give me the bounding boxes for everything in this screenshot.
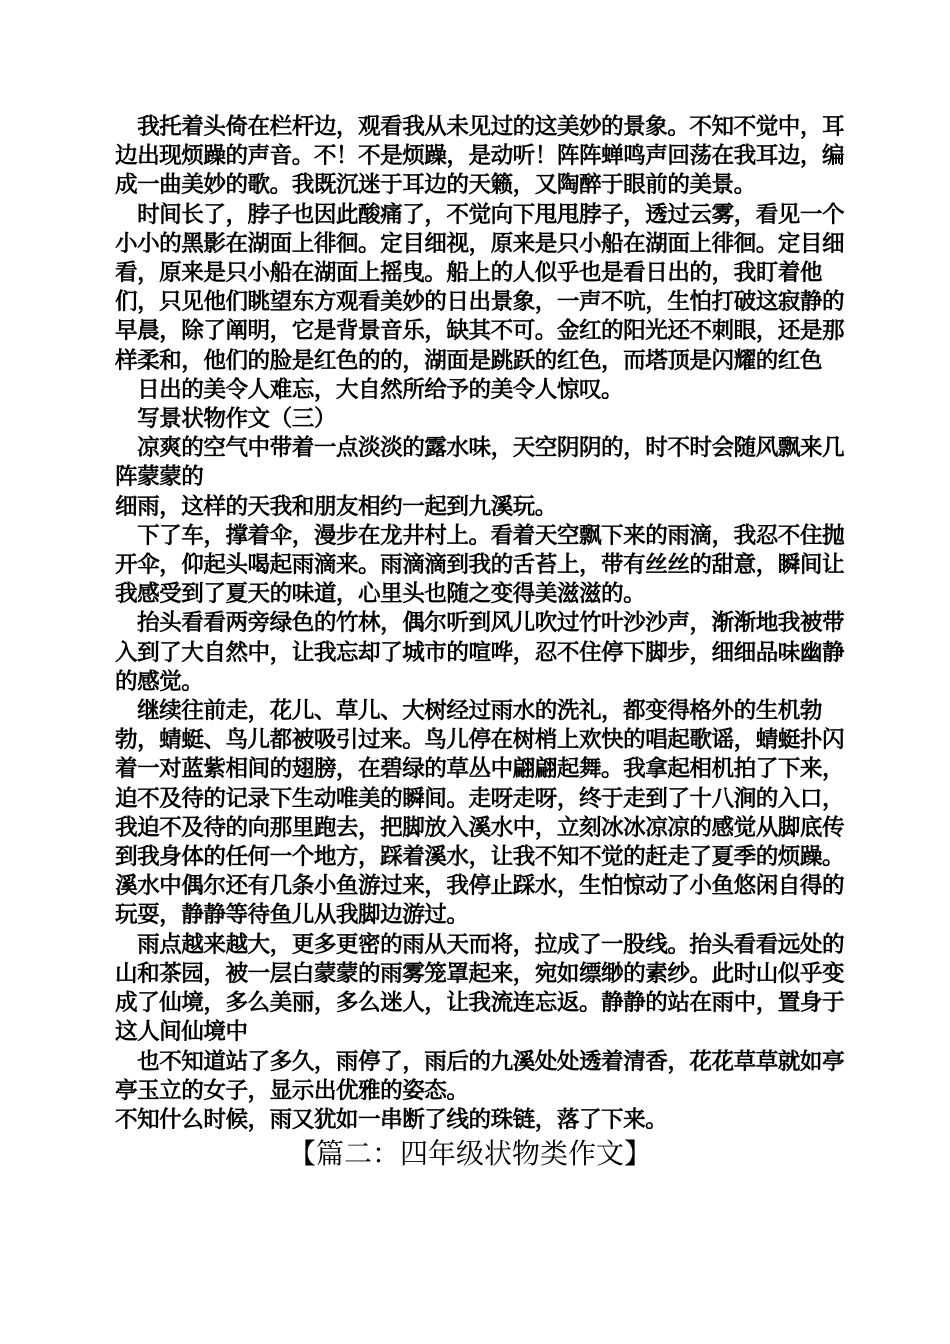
paragraph: 也不知道站了多久，雨停了，雨后的九溪处处透着清香，花花草草就如亭亭玉立的女子，显示出优雅的姿态。 xyxy=(115,1048,845,1104)
paragraph: 抬头看看两旁绿色的竹林，偶尔听到风儿吹过竹叶沙沙声，渐渐地我被带入到了大自然中，让我忘却了城市的喧哗，忍不住停下脚步，细细品味幽静的感觉。 xyxy=(115,610,845,695)
paragraph: 凉爽的空气中带着一点淡淡的露水味，天空阴阴的，时不时会随风飘来几阵蒙蒙的 xyxy=(115,435,845,491)
paragraph: 细雨，这样的天我和朋友相约一起到九溪玩。 xyxy=(115,493,557,520)
paragraph: 时间长了，脖子也因此酸痛了，不觉向下甩甩脖子，透过云雾，看见一个小小的黑影在湖面上徘徊。定目细视，原来是只小船在湖面上徘徊。定目细看，原来是只小船在湖面上摇曳。船上的人似乎也是看日出的，我盯着他们，只见他们眺望东方观看美妙的日出景象，一声不吭，生怕打破这寂静的早晨，除了阐明，它是背景音乐，缺其不可。金红的阳光还不刺眼，还是那样柔和，他们的脸是红色的的，湖面是跳跃的红色，而塔顶是闪耀的红色 xyxy=(115,201,845,374)
paragraph: 日出的美令人难忘，大自然所给予的美令人惊叹。 xyxy=(115,376,624,403)
paragraph: 下了车，撑着伞，漫步在龙井村上。看着天空飘下来的雨滴，我忍不住抛开伞，仰起头喝起雨滴来。雨滴滴到我的舌苔上，带有丝丝的甜意，瞬间让我感受到了夏天的味道，心里头也随之变得美滋滋的。 xyxy=(115,522,845,608)
subheading: 写景状物作文（三） xyxy=(115,406,336,433)
paragraph: 我托着头倚在栏杆边，观看我从未见过的这美妙的景象。不知不觉中，耳边出现烦躁的声音。不！不是烦躁，是动听！阵阵蝉鸣声回荡在我耳边，编成一曲美妙的歌。我既沉迷于耳边的天籁，又陶醉于眼前的美景。 xyxy=(115,114,845,199)
paragraph: 雨点越来越大，更多更密的雨从天而将，拉成了一股线。抬头看看远处的山和茶园，被一层白蒙蒙的雨雾笼罩起来，宛如缥缈的素纱。此时山似乎变成了仙境，多么美丽，多么迷人，让我流连忘返。静静的站在雨中，置身于这人间仙境中 xyxy=(115,931,845,1046)
section-heading: 【篇二：四年级状物类作文】 xyxy=(287,1137,652,1171)
paragraph: 不知什么时候，雨又犹如一串断了线的珠链，落了下来。 xyxy=(115,1106,668,1133)
document-page xyxy=(115,113,845,1171)
paragraph: 继续往前走，花儿、草儿、大树经过雨水的洗礼，都变得格外的生机勃勃，蜻蜓、鸟儿都被吸引过来。鸟儿停在树梢上欢快的唱起歌谣，蜻蜓扑闪着一对蓝紫相间的翅膀，在碧绿的草丛中翩翩起舞。我拿起相机拍了下来，迫不及待的记录下生动唯美的瞬间。走呀走呀，终于走到了十八涧的入口，我迫不及待的向那里跑去，把脚放入溪水中，立刻冰冰凉凉的感觉从脚底传到我身体的任何一个地方，踩着溪水，让我不知不觉的赶走了夏季的烦躁。溪水中偶尔还有几条小鱼游过来，我停止踩水，生怕惊动了小鱼悠闲自得的玩耍，静静等待鱼儿从我脚边游过。 xyxy=(115,698,845,929)
